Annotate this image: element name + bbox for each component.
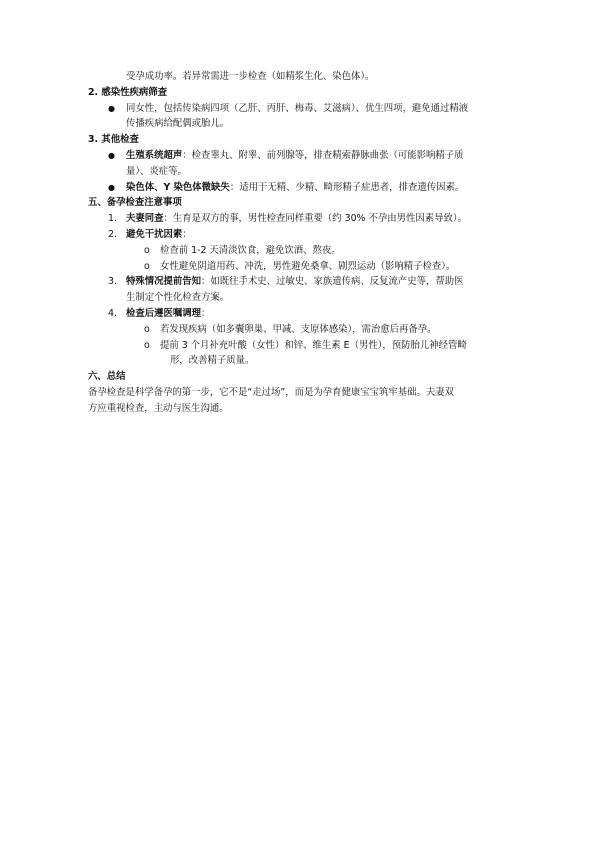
section-heading: 2. 感染性疾病筛查 xyxy=(88,86,167,98)
item-number: 1. xyxy=(108,213,117,225)
text-line xyxy=(88,306,506,322)
item-number: 3. xyxy=(108,276,117,288)
bullet-icon: ● xyxy=(108,103,115,113)
text-span: ： xyxy=(182,228,192,240)
text-line: 女性避免阴道用药、冲洗，男性避免桑拿、剧烈运动（影响精子检查）。 xyxy=(160,260,456,272)
numbered-item xyxy=(88,211,506,227)
bold-term: 特殊情况提前告知 xyxy=(126,276,202,288)
numbered-item xyxy=(88,227,506,243)
bold-term: 检查后遵医嘱调理 xyxy=(126,307,202,319)
text-span: ：生育是双方的事，男性检查同样重要（约 30% 不孕由男性因素导致）。 xyxy=(163,213,467,225)
document-page xyxy=(88,69,506,417)
text-line xyxy=(88,274,506,290)
text-line: 生制定个性化检查方案。 xyxy=(126,292,230,304)
bold-term: 避免干扰因素 xyxy=(126,228,183,240)
bullet-item xyxy=(88,148,506,180)
text-line xyxy=(88,148,506,164)
text-line xyxy=(88,180,506,196)
text-line: 形，改善精子质量。 xyxy=(170,355,255,367)
text-span: ： xyxy=(201,307,211,319)
section-heading: 五、备孕检查注意事项 xyxy=(88,197,182,209)
bold-term: 夫妻同查 xyxy=(126,213,164,225)
bullet-icon: ● xyxy=(108,150,115,160)
numbered-item xyxy=(88,306,506,322)
sub-item xyxy=(88,243,506,259)
sub-item xyxy=(88,322,506,338)
text-span: ：如既往手术史、过敏史、家族遗传病、反复流产史等，帮助医 xyxy=(201,276,464,288)
bullet-icon: ● xyxy=(108,182,115,192)
text-line xyxy=(88,211,506,227)
text-line: 受孕成功率。若异常需进一步检查（如精浆生化、染色体）。 xyxy=(126,71,375,82)
text-line: 量）、炎症等。 xyxy=(126,165,187,177)
numbered-item xyxy=(88,274,506,306)
sub-item xyxy=(88,338,506,370)
sub-bullet-icon: o xyxy=(144,323,150,335)
item-number: 4. xyxy=(108,307,117,319)
section-heading: 六、总结 xyxy=(88,371,126,383)
sub-item xyxy=(88,259,506,275)
sub-bullet-icon: o xyxy=(144,339,150,351)
text-line: 若发现疾病（如多囊卵巢、甲减、支原体感染），需治愈后再备孕。 xyxy=(160,323,437,335)
bold-term: 生殖系统超声 xyxy=(126,149,183,161)
text-line: 方应重视检查，主动与医生沟通。 xyxy=(88,402,229,414)
section-heading: 3. 其他检查 xyxy=(88,134,139,146)
item-number: 2. xyxy=(108,228,117,240)
bold-term: 染色体、Y 染色体微缺失 xyxy=(126,181,230,193)
text-line xyxy=(88,227,506,243)
bullet-item xyxy=(88,180,506,196)
text-line: 备孕检查是科学备孕的第一步，它不是“走过场”，而是为孕育健康宝宝筑牢基础。夫妻双 xyxy=(88,386,454,398)
text-line: 同女性，包括传染病四项（乙肝、丙肝、梅毒、艾滋病）、优生四项，避免通过精液 xyxy=(126,102,469,114)
text-line: 提前 3 个月补充叶酸（女性）和锌、维生素 E（男性），预防胎儿神经管畸 xyxy=(160,339,467,351)
sub-bullet-icon: o xyxy=(144,260,150,272)
text-span: ：适用于无精、少精、畸形精子症患者，排查遗传因素。 xyxy=(229,181,465,193)
bullet-item xyxy=(88,101,506,133)
text-span: ：检查睾丸、附睾、前列腺等，排查精索静脉曲张（可能影响精子质 xyxy=(182,149,464,161)
text-line: 检查前 1-2 天清淡饮食，避免饮酒、熬夜。 xyxy=(160,244,341,256)
text-line: 传播疾病给配偶或胎儿。 xyxy=(126,118,230,130)
sub-bullet-icon: o xyxy=(144,244,150,256)
